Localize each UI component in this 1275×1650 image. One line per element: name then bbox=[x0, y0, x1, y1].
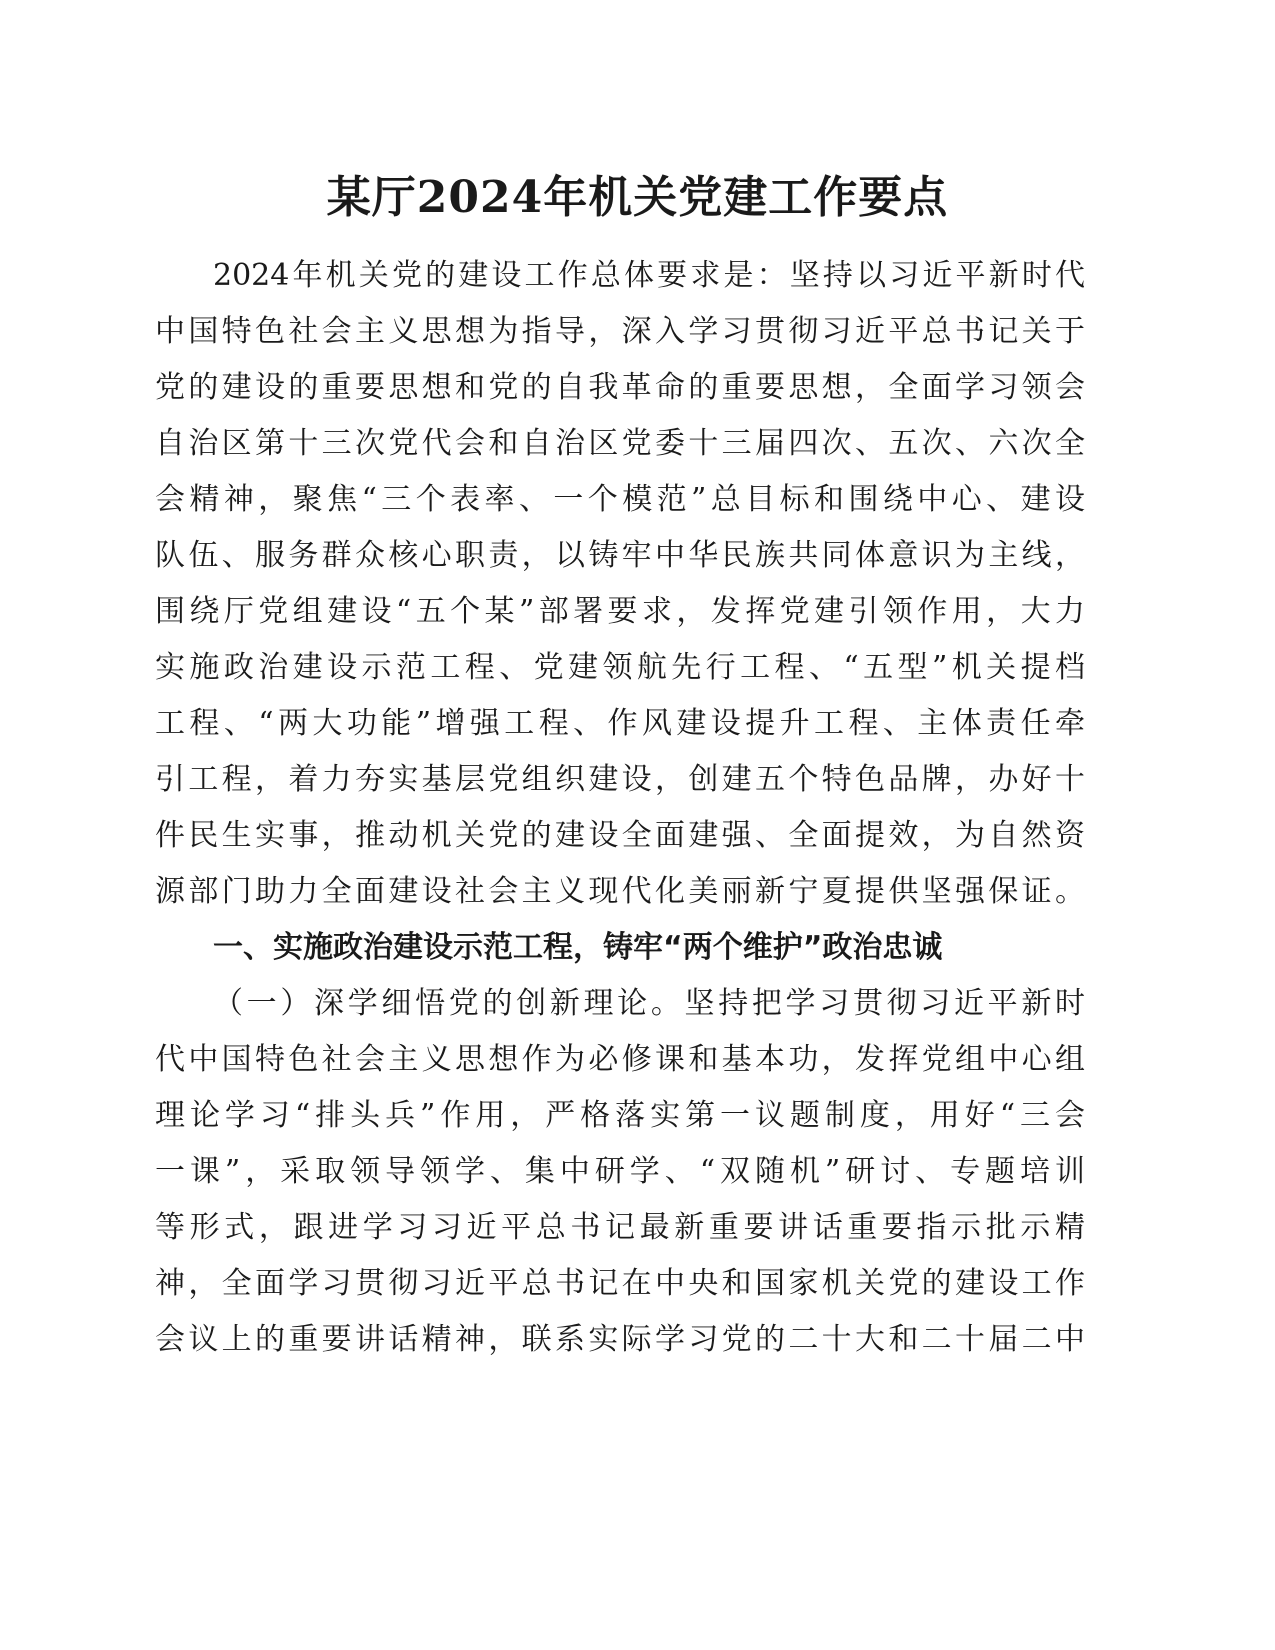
paragraph-line-1: 2024年机关党的建设工作总体要求是：坚持以习近平新时代 bbox=[213, 258, 1085, 293]
paragraph-line-6: 队伍、服务群众核心职责，以铸牢中华民族共同体意识为主线， bbox=[155, 538, 1085, 573]
paragraph-line-18: 神，全面学习贯彻习近平总书记在中央和国家机关党的建设工作 bbox=[155, 1266, 1085, 1301]
section-heading-1: 一、实施政治建设示范工程，铸牢“两个维护”政治忠诚 bbox=[213, 930, 943, 965]
paragraph-line-19: 会议上的重要讲话精神，联系实际学习党的二十大和二十届二中 bbox=[155, 1322, 1085, 1357]
paragraph-line-16: 一课”，采取领导领学、集中研学、“双随机”研讨、专题培训 bbox=[155, 1154, 1085, 1189]
paragraph-line-15: 理论学习“排头兵”作用，严格落实第一议题制度，用好“三会 bbox=[155, 1098, 1085, 1133]
paragraph-line-3: 党的建设的重要思想和党的自我革命的重要思想，全面学习领会 bbox=[155, 370, 1085, 405]
paragraph-line-4: 自治区第十三次党代会和自治区党委十三届四次、五次、六次全 bbox=[155, 426, 1085, 461]
paragraph-line-11: 件民生实事，推动机关党的建设全面建强、全面提效，为自然资 bbox=[155, 818, 1085, 853]
paragraph-line-8: 实施政治建设示范工程、党建领航先行工程、“五型”机关提档 bbox=[155, 650, 1085, 685]
paragraph-line-7: 围绕厅党组建设“五个某”部署要求，发挥党建引领作用，大力 bbox=[155, 594, 1085, 629]
paragraph-line-13: （一）深学细悟党的创新理论。坚持把学习贯彻习近平新时 bbox=[213, 986, 1085, 1021]
paragraph-line-14: 代中国特色社会主义思想作为必修课和基本功，发挥党组中心组 bbox=[155, 1042, 1085, 1077]
paragraph-line-10: 引工程，着力夯实基层党组织建设，创建五个特色品牌，办好十 bbox=[155, 762, 1085, 797]
document-title: 某厅2024年机关党建工作要点 bbox=[326, 172, 949, 223]
paragraph-line-5: 会精神，聚焦“三个表率、一个模范”总目标和围绕中心、建设 bbox=[155, 482, 1085, 517]
paragraph-line-9: 工程、“两大功能”增强工程、作风建设提升工程、主体责任牵 bbox=[155, 706, 1085, 741]
paragraph-line-12: 源部门助力全面建设社会主义现代化美丽新宁夏提供坚强保证。 bbox=[155, 874, 1085, 909]
paragraph-line-17: 等形式，跟进学习习近平总书记最新重要讲话重要指示批示精 bbox=[155, 1210, 1085, 1245]
paragraph-line-2: 中国特色社会主义思想为指导，深入学习贯彻习近平总书记关于 bbox=[155, 314, 1085, 349]
